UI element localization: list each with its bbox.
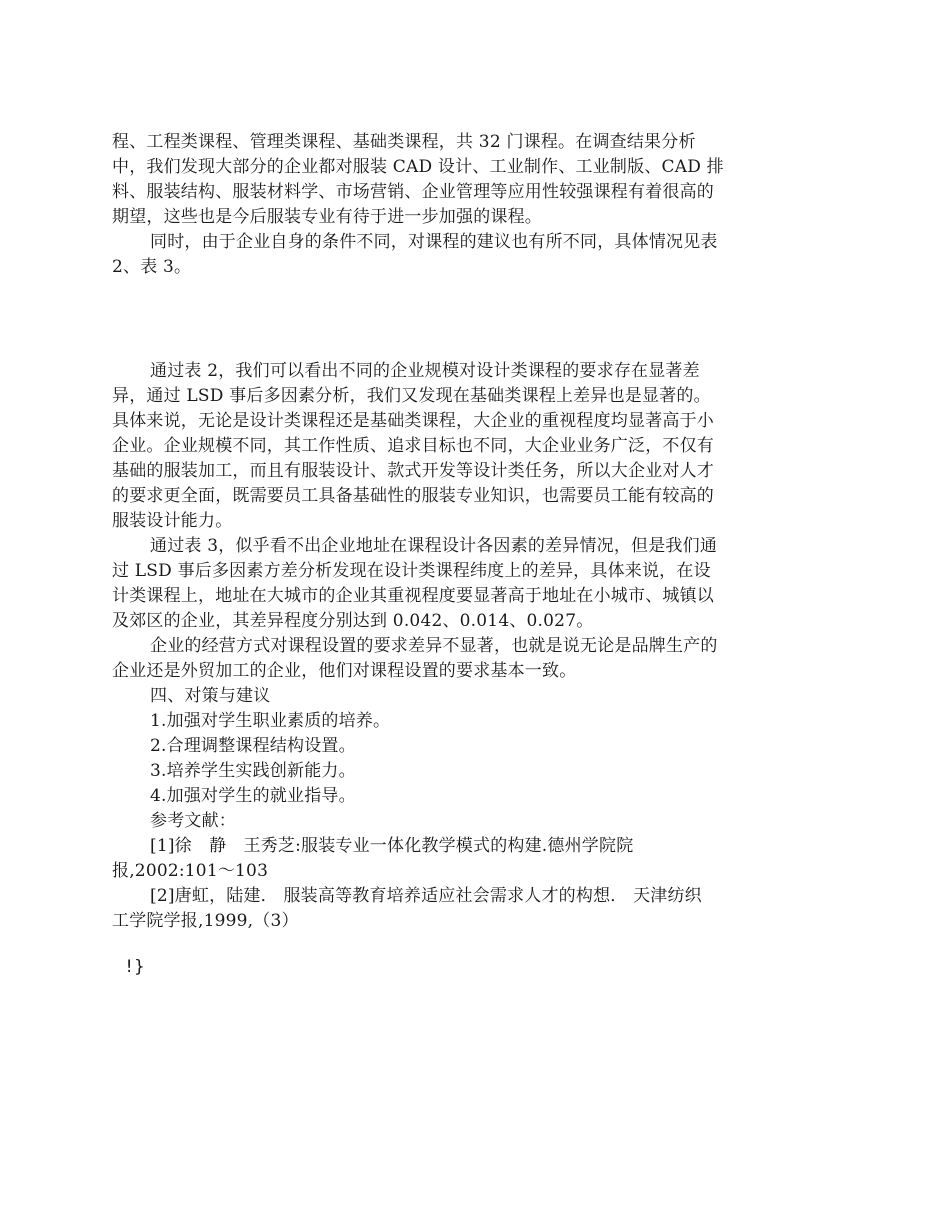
- text-line: 企业的经营方式对课程设置的要求差异不显著，也就是说无论是品牌生产的: [150, 636, 718, 656]
- list-item: 3.培养学生实践创新能力。: [150, 761, 356, 781]
- text-line: 的要求更全面，既需要员工具备基础性的服装专业知识，也需要员工能有较高的: [112, 486, 714, 506]
- text-line: 计类课程上，地址在大城市的企业其重视程度要显著高于地址在小城市、城镇以: [112, 586, 714, 606]
- text-line: 程、工程类课程、管理类课程、基础类课程，共 32 门课程。在调查结果分析: [112, 132, 696, 152]
- text-line: 及郊区的企业，其差异程度分别达到 0.042、0.014、0.027。: [112, 611, 594, 631]
- text-line: 基础的服装加工，而且有服装设计、款式开发等设计类任务，所以大企业对人才: [112, 461, 714, 481]
- list-item: 2.合理调整课程结构设置。: [150, 736, 356, 756]
- reference-item: [1]徐 静 王秀芝:服装专业一体化教学模式的构建.德州学院院: [150, 836, 634, 856]
- text-line: 异，通过 LSD 事后多因素分析，我们又发现在基础类课程上差异也是显著的。: [112, 386, 711, 406]
- text-line: 料、服装结构、服装材料学、市场营销、企业管理等应用性较强课程有着很高的: [112, 182, 714, 202]
- text-line: 通过表 2，我们可以看出不同的企业规模对设计类课程的要求存在显著差: [150, 361, 700, 381]
- text-line: 中，我们发现大部分的企业都对服装 CAD 设计、工业制作、工业制版、CAD 排: [112, 157, 724, 177]
- text-line: 企业。企业规模不同，其工作性质、追求目标也不同，大企业业务广泛，不仅有: [112, 436, 714, 456]
- text-line: 具体来说，无论是设计类课程还是基础类课程，大企业的重视程度均显著高于小: [112, 411, 714, 431]
- text-line: 服装设计能力。: [112, 511, 233, 531]
- text-line: 2、表 3。: [112, 257, 192, 277]
- section-heading: 四、对策与建议: [150, 686, 271, 706]
- text-line: 企业还是外贸加工的企业，他们对课程设置的要求基本一致。: [112, 661, 577, 681]
- stray-mark: !}: [124, 957, 145, 977]
- paragraph-block-main: [112, 359, 772, 934]
- text-line: 期望，这些也是今后服装专业有待于进一步加强的课程。: [112, 207, 542, 227]
- reference-item-continued: 报,2002:101～103: [112, 861, 269, 881]
- references-heading: 参考文献：: [150, 811, 236, 831]
- text-line: 同时，由于企业自身的条件不同，对课程的建议也有所不同，具体情况见表: [150, 232, 718, 252]
- paragraph-block-top: [112, 130, 772, 280]
- text-line: 过 LSD 事后多因素方差分析发现在设计类课程纬度上的差异，具体来说，在设: [112, 561, 711, 581]
- reference-item-continued: 工学院学报,1999,（3）: [112, 911, 299, 931]
- list-item: 1.加强对学生职业素质的培养。: [150, 711, 391, 731]
- reference-item: [2]唐虹，陆建． 服装高等教育培养适应社会需求人才的构想． 天津纺织: [150, 886, 702, 906]
- text-line: 通过表 3，似乎看不出企业地址在课程设计各因素的差异情况，但是我们通: [150, 536, 718, 556]
- list-item: 4.加强对学生的就业指导。: [150, 786, 356, 806]
